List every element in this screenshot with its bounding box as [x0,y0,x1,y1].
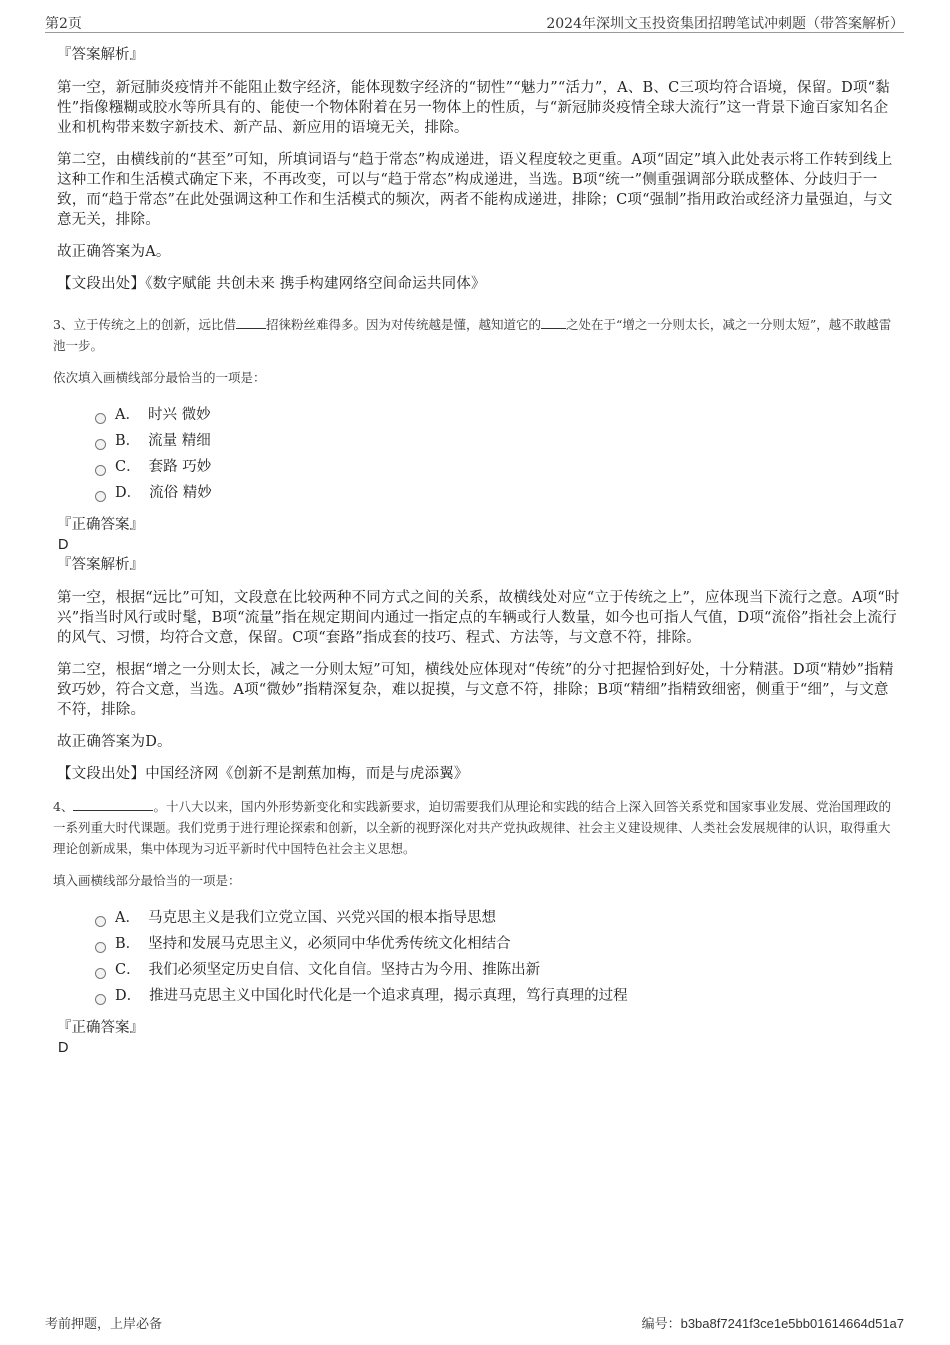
footer-code-value: b3ba8f7241f3ce1e5bb01614664d51a7 [680,1316,904,1331]
page-footer [45,1310,904,1334]
q4-instruction: 填入画横线部分最恰当的一项是： [53,873,241,888]
radio-icon[interactable] [95,439,106,450]
q4-option-b[interactable]: B． 坚持和发展马克思主义，必须同中华优秀传统文化相结合 [95,931,900,957]
q3-stem [53,314,900,356]
q2-conclusion: 故正确答案为A。 [57,244,171,260]
q3-analysis-p1: 第一空，根据“远比”可知，文段意在比较两种不同方式之间的关系，故横线处对应“立于传统之上”，应体现当下流行之意。A项“时兴”指当时风行或时髦，B项“流量”指在规定期间内通过一指定点的车辆或行人数量，如今也可指人气值，D项“流俗”指社会上流行的风气、习惯，均符合文意，保留。C项“套路”指成套的技巧、程式、方法等，与文意不符，排除。 [57,590,900,646]
q4-stem-part-b: 。十八大以来，国内外形势新变化和实践新要求，迫切需要我们从理论和实践的结合上深入回答关系党和国家事业发展、党治国理政的一系列重大时代课题。我们党勇于进行理论探索和创新，以全新的视野深化对共产党执政规律、社会主义建设规律、人类社会发展规律的认识，取得重大理论创新成果，集中体现为习近平新时代中国特色社会主义思想。 [53,799,891,856]
q3-stem-part-a: 3、立于传统之上的创新，远比借 [53,317,236,332]
q4-answer: D [58,1040,69,1056]
q2-analysis-tag: 『答案解析』 [57,47,144,63]
q3-stem-part-c: 之处在于“增之一分则太长，减之一分则太短”，越不敢越雷池一步。 [53,317,892,353]
q4-blank [73,798,153,811]
radio-icon[interactable] [95,968,106,979]
q3-analysis-p2: 第二空，根据“增之一分则太长，减之一分则太短”可知，横线处应体现对“传统”的分寸把握恰到好处，十分精湛。D项“精妙”指精致巧妙，符合文意，当选。A项“微妙”指精深复杂，难以捉摸，与文意不符，排除；B项“精细”指精致细密，侧重于“细”，与文意不符，排除。 [57,662,894,718]
q2-analysis-p2: 第二空，由横线前的“甚至”可知，所填词语与“趋于常态”构成递进，语义程度较之更重。A项“固定”填入此处表示将工作转到线上这种工作和生活模式确定下来，不再改变，可以与“趋于常态”构成递进，当选。B项“统一”侧重强调部分联成整体、分歧归于一致，而“趋于常态”在此处强调这种工作和生活模式的频次，两者不能构成递进，排除；C项“强制”指用政治或经济力量强迫，与文意无关，排除。 [57,152,893,228]
footer-code [642,1313,904,1332]
q3-stem-part-b: 招徕粉丝难得多。因为对传统越是懂，越知道它的 [265,317,541,332]
radio-icon[interactable] [95,942,106,953]
q3-instruction: 依次填入画横线部分最恰当的一项是： [53,370,266,385]
q4-option-c[interactable]: C． 我们必须坚定历史自信、文化自信。坚持古为今用、推陈出新 [95,957,900,983]
radio-icon[interactable] [95,465,106,476]
document-title: 2024年深圳文玉投资集团招聘笔试冲刺题（带答案解析） [546,16,904,32]
q3-analysis-tag: 『答案解析』 [57,557,144,573]
document-body [53,44,900,1057]
q3-answer-tag: 『正确答案』 [57,517,144,533]
q3-answer: D [58,537,69,553]
q3-options [95,402,900,506]
page-header [45,10,904,33]
q4-stem-part-a: 4、 [53,799,74,814]
q3-conclusion: 故正确答案为D。 [57,734,172,750]
q3-option-b[interactable]: B． 流量 精细 [95,428,900,454]
radio-icon[interactable] [95,916,106,927]
q4-options [95,905,900,1009]
q2-source: 【文段出处】《数字赋能 共创未来 携手构建网络空间命运共同体》 [57,276,486,292]
q3-option-d[interactable]: D． 流俗 精妙 [95,480,900,506]
q4-answer-tag: 『正确答案』 [57,1020,144,1036]
footer-motto: 考前押题，上岸必备 [45,1317,163,1332]
q4-stem [53,796,900,859]
radio-icon[interactable] [95,491,106,502]
radio-icon[interactable] [95,413,106,424]
q2-analysis-p1: 第一空，新冠肺炎疫情并不能阻止数字经济，能体现数字经济的“韧性”“魅力”“活力”，A、B、C三项均符合语境，保留。D项“黏性”指像糨糊或胶水等所具有的、能使一个物体附着在另一物体上的性质，与“新冠肺炎疫情全球大流行”这一背景下逾百家知名企业和机构带来数字新技术、新产品、新应用的语境无关，排除。 [57,80,890,136]
q3-blank-2 [541,316,566,329]
page-number: 第2页 [45,16,82,32]
radio-icon[interactable] [95,994,106,1005]
q3-blank-1 [236,316,266,329]
q3-source: 【文段出处】中国经济网《创新不是割蕉加梅，而是与虎添翼》 [57,766,469,782]
q3-option-a[interactable]: A． 时兴 微妙 [95,402,900,428]
q4-option-a[interactable]: A． 马克思主义是我们立党立国、兴党兴国的根本指导思想 [95,905,900,931]
q4-option-d[interactable]: D． 推进马克思主义中国化时代化是一个追求真理，揭示真理，笃行真理的过程 [95,983,900,1009]
q3-option-c[interactable]: C． 套路 巧妙 [95,454,900,480]
footer-code-label: 编号： [641,1317,681,1332]
